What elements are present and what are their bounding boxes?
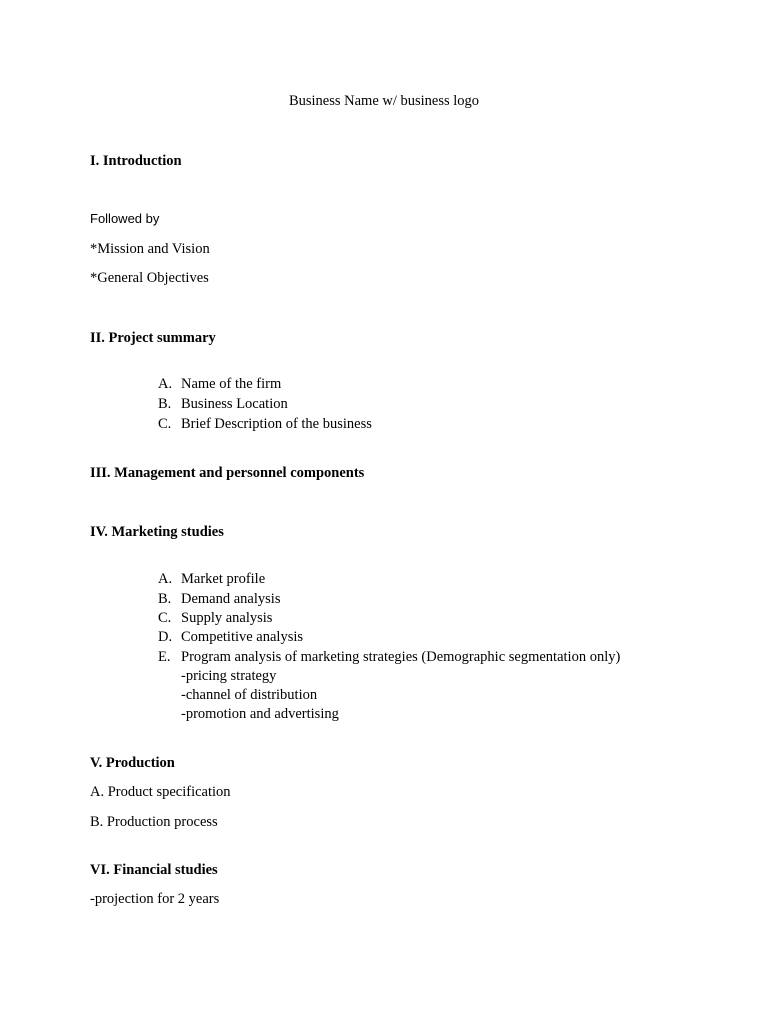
list-letter: B.	[158, 591, 172, 607]
list-item	[0, 630, 768, 648]
list-text: Market profile	[181, 571, 266, 587]
list-text: Brief Description of the business	[181, 416, 372, 432]
list-item	[0, 397, 768, 415]
list-item	[0, 417, 768, 435]
list-letter: C.	[158, 610, 172, 626]
list-letter: A.	[158, 571, 173, 587]
marketing-sub-item-promotion: -promotion and advertising	[181, 706, 339, 722]
list-letter: C.	[158, 416, 172, 432]
list-letter: A.	[158, 376, 173, 392]
list-text: Program analysis of marketing strategies (Demographic segmentation only)	[181, 649, 621, 665]
marketing-sub-item-distribution: -channel of distribution	[181, 687, 318, 703]
list-item	[0, 650, 768, 668]
list-letter: B.	[158, 396, 172, 412]
production-item-specification: A. Product specification	[90, 784, 231, 800]
section-heading-introduction: I. Introduction	[90, 153, 182, 169]
list-text: Supply analysis	[181, 610, 273, 626]
list-item	[0, 572, 768, 590]
section-heading-marketing: IV. Marketing studies	[90, 524, 224, 540]
list-text: Business Location	[181, 396, 288, 412]
financial-item-projection: -projection for 2 years	[90, 891, 220, 907]
production-item-process: B. Production process	[90, 814, 218, 830]
section-heading-financial: VI. Financial studies	[90, 862, 218, 878]
marketing-sub-item-pricing: -pricing strategy	[181, 668, 277, 684]
section-heading-production: V. Production	[90, 755, 175, 771]
list-text: Competitive analysis	[181, 629, 304, 645]
section-heading-management: III. Management and personnel components	[90, 465, 365, 481]
section-heading-project-summary: II. Project summary	[90, 330, 216, 346]
document-title: Business Name w/ business logo	[288, 93, 480, 109]
list-text: Name of the firm	[181, 376, 282, 392]
list-letter: E.	[158, 649, 171, 665]
intro-item-mission-vision: *Mission and Vision	[90, 241, 210, 257]
intro-item-general-objectives: *General Objectives	[90, 270, 209, 286]
list-item	[0, 592, 768, 610]
list-letter: D.	[158, 629, 173, 645]
list-item	[0, 377, 768, 395]
list-text: Demand analysis	[181, 591, 281, 607]
followed-by-text: Followed by	[90, 211, 160, 226]
list-item	[0, 611, 768, 629]
